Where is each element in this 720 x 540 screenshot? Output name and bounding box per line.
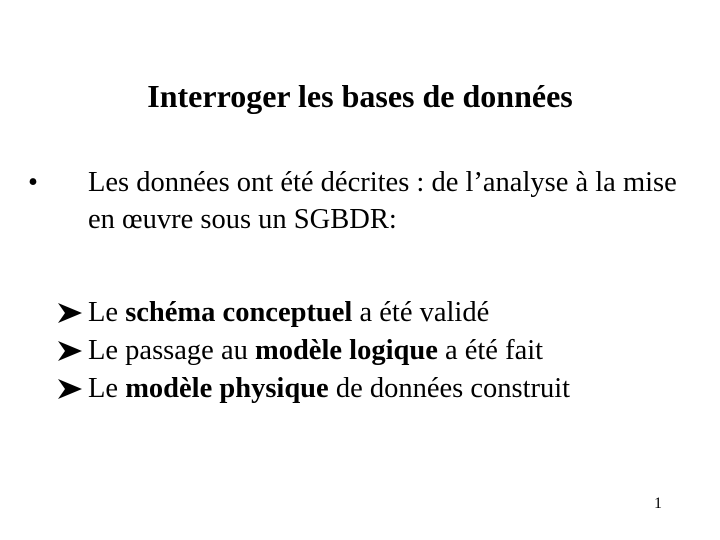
bullet-block — [28, 164, 698, 238]
arrow-item-text — [88, 335, 543, 366]
arrow-item-suffix: a été validé — [352, 297, 490, 328]
arrow-item-prefix: Le — [88, 297, 126, 328]
bullet-marker: • — [28, 167, 38, 198]
arrow-item-prefix: Le passage au — [88, 335, 255, 366]
arrow-item-bold-term: modèle physique — [125, 373, 329, 404]
arrow-item-logical-model — [58, 332, 698, 370]
arrow-item-conceptual-schema — [58, 294, 698, 332]
arrow-item-suffix: de données construit — [328, 373, 571, 404]
slide-title: Interroger les bases de données — [147, 78, 573, 114]
arrow-item-physical-model — [58, 370, 698, 408]
page-number: 1 — [654, 495, 662, 512]
arrow-bullet-icon — [58, 303, 82, 323]
arrow-item-text — [88, 373, 570, 404]
arrow-item-suffix: a été fait — [437, 335, 544, 366]
arrow-item-prefix: Le — [88, 373, 126, 404]
arrow-bullet-icon — [58, 341, 82, 361]
arrow-item-bold-term: modèle logique — [254, 335, 438, 366]
arrow-list — [58, 294, 698, 408]
arrow-bullet-icon — [58, 379, 82, 399]
arrow-item-bold-term: schéma conceptuel — [125, 297, 353, 328]
bullet-text: Les données ont été décrites : de l’analyse à la mise en œuvre sous un SGBDR: — [88, 167, 677, 235]
arrow-item-text — [88, 297, 489, 328]
bullet-item — [28, 164, 698, 238]
